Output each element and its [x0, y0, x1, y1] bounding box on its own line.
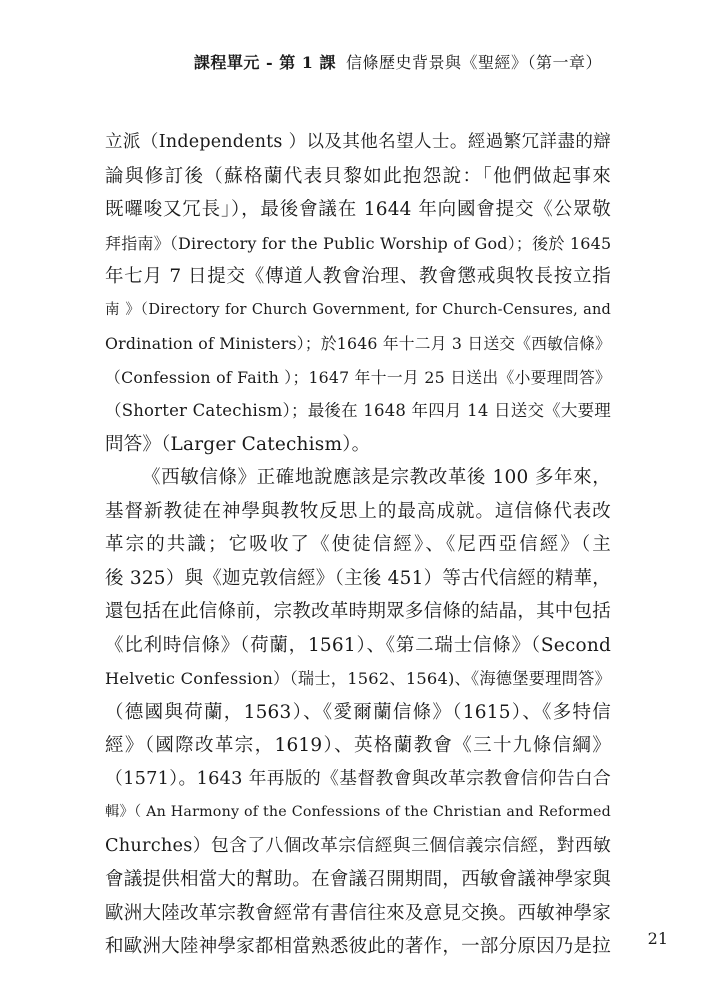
- paragraph-2: [105, 461, 611, 964]
- header-series: 課程單元 - 第 1 課: [193, 53, 336, 72]
- text-line: 基督新教徒在神學與教牧反思上的最高成就。這信條代表改: [105, 500, 611, 522]
- text-line: Helvetic Confession）（瑞士，1562、1564)、《海德堡要理問答》: [105, 669, 611, 688]
- text-line: 歐洲大陸改革宗教會經常有書信往來及意見交換。西敏神學家: [105, 902, 611, 924]
- text-line: 拜指南》（Directory for the Public Worship of God）；後於 1645: [105, 233, 612, 253]
- running-header: [194, 50, 602, 73]
- text-line: Ordination of Ministers）；於1646 年十二月 3 日送交《西敏信條》: [105, 334, 611, 353]
- text-line: 後 325）與《迦克敦信經》（主後 451）等古代信經的精華，: [105, 567, 611, 589]
- text-line: 會議提供相當大的幫助。在會議召開期間，西敏會議神學家與: [105, 869, 611, 890]
- text-line: 革宗的共識；它吸收了《使徒信經》、《尼西亞信經》（主: [105, 534, 611, 555]
- text-line: 立派（Independents ）以及其他名望人士。經過繁冗詳盡的辯: [105, 132, 611, 152]
- header-title: 信條歷史背景與《聖經》（第一章）: [345, 53, 602, 72]
- paragraph-1: [105, 126, 611, 461]
- text-line: 年七月 7 日提交《傳道人教會治理、教會懲戒與牧長按立指: [105, 266, 611, 287]
- text-line: 和歐洲大陸神學家都相當熟悉彼此的著作，一部分原因乃是拉: [105, 936, 611, 957]
- text-line: （1571）。1643 年再版的《基督教會與改革宗教會信仰告白合: [105, 768, 611, 789]
- text-line: （Shorter Catechism）；最後在 1648 年四月 14 日送交《大要理: [105, 401, 611, 420]
- text-line: （德國與荷蘭，1563）、《愛爾蘭信條》（1615）、《多特信: [105, 701, 611, 723]
- text-line: 輯》（ An Harmony of the Confessions of the Christian and Reformed: [105, 804, 611, 820]
- text-line: 還包括在此信條前，宗教改革時期眾多信條的結晶，其中包括: [105, 601, 611, 622]
- page-number: 21: [647, 929, 668, 948]
- text-line: （Confession of Faith ）；1647 年十一月 25 日送出《小要理問答》: [105, 367, 611, 387]
- text-line: 問答》（Larger Catechism）。: [105, 433, 371, 455]
- text-line: 《比利時信條》（荷蘭，1561）、《第二瑞士信條》（Second: [105, 634, 611, 656]
- text-line: 《西敏信條》正確地說應該是宗教改革後 100 多年來，: [142, 467, 611, 488]
- text-line: 論與修訂後（蘇格蘭代表貝黎如此抱怨說：「他們做起事來: [105, 165, 611, 187]
- text-line: 既囉唆又冗長」），最後會議在 1644 年向國會提交《公眾敬: [105, 199, 611, 220]
- text-line: 南 》（Directory for Church Government, for Church-Censures, and: [105, 301, 611, 318]
- text-line: 經》（國際改革宗，1619）、英格蘭教會《三十九條信綱》: [105, 735, 611, 756]
- text-line: Churches）包含了八個改革宗信經與三個信義宗信經，對西敏: [105, 835, 611, 856]
- body-text: [105, 126, 611, 964]
